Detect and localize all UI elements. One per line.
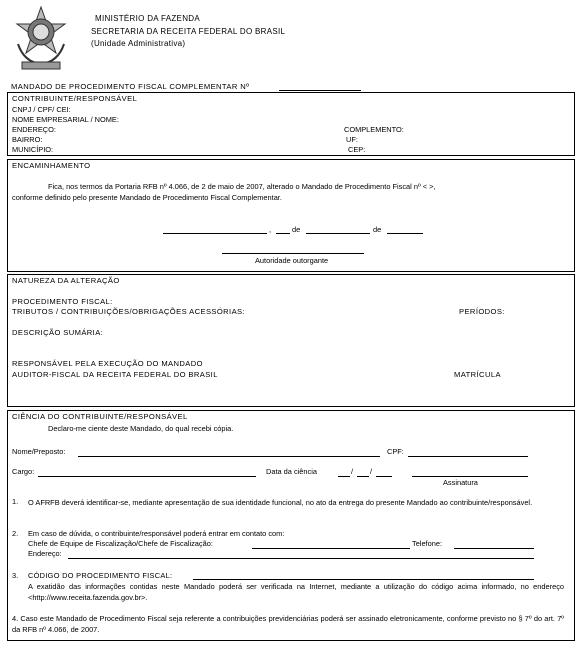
autoridade-label: Autoridade outorgante <box>255 256 329 265</box>
item1-text: O AFRFB deverá identificar-se, mediante apresentação de sua identidade funcional, no ato da entrega do presente Mandado ao contribuinte/responsável. <box>28 498 533 507</box>
coat-of-arms-emblem <box>12 4 70 74</box>
endereco-label: Endereço: <box>28 549 62 558</box>
item2-number: 2. <box>12 529 19 538</box>
contribuinte-section <box>7 92 575 156</box>
encaminhamento-section <box>7 159 575 272</box>
data-month-line[interactable] <box>357 476 369 477</box>
assinatura-line[interactable] <box>412 476 528 477</box>
nome-preposto-label: Nome/Preposto: <box>12 447 66 456</box>
section-heading: CIÊNCIA DO CONTRIBUINTE/RESPONSÁVEL <box>12 412 188 421</box>
cpf-label: CPF: <box>387 447 404 456</box>
bairro-label: BAIRRO: <box>12 135 43 144</box>
chefe-line[interactable] <box>252 548 410 549</box>
auditor-label: AUDITOR-FISCAL DA RECEITA FEDERAL DO BRASIL <box>12 370 218 379</box>
item2-text: Em caso de dúvida, o contribuinte/responsável poderá entrar em contato com: <box>28 529 285 538</box>
item1-number: 1. <box>12 497 19 506</box>
secretariat-name: SECRETARIA DA RECEITA FEDERAL DO BRASIL <box>91 27 286 36</box>
date-comma: , <box>269 225 272 234</box>
cpf-line[interactable] <box>408 456 528 457</box>
section-heading: CONTRIBUINTE/RESPONSÁVEL <box>12 94 138 103</box>
signature-line[interactable] <box>222 253 364 254</box>
item3-text: A exatidão das informações contidas neste Mandado poderá ser verificada na Internet, mediante a utilização do código acima informado, no endereço <http://www.receita.fazenda.gov.br>. <box>28 582 564 602</box>
ministry-name: MINISTÉRIO DA FAZENDA <box>95 14 200 23</box>
declaro-text: Declaro-me ciente deste Mandado, do qual recebi cópia. <box>48 424 234 433</box>
data-year-line[interactable] <box>376 476 392 477</box>
cargo-line[interactable] <box>38 476 256 477</box>
descricao-label: DESCRIÇÃO SUMÁRIA: <box>12 328 104 337</box>
section-heading: ENCAMINHAMENTO <box>12 161 91 170</box>
cep-label: CEP: <box>348 145 366 154</box>
section-heading: NATUREZA DA ALTERAÇÃO <box>12 276 120 285</box>
codigo-line[interactable] <box>193 579 534 580</box>
municipio-label: MUNICÍPIO: <box>12 145 54 154</box>
nome-preposto-line[interactable] <box>78 456 380 457</box>
telefone-line[interactable] <box>454 548 534 549</box>
encaminhamento-text-2: conforme definido pelo presente Mandado de Procedimento Fiscal Complementar. <box>12 193 282 202</box>
matricula-label: MATRÍCULA <box>454 370 501 379</box>
date-de-2: de <box>373 225 382 234</box>
endereco-label: ENDEREÇO: <box>12 125 56 134</box>
uf-label: UF: <box>346 135 358 144</box>
responsavel-label: RESPONSÁVEL PELA EXECUÇÃO DO MANDADO <box>12 359 203 368</box>
data-separator-1: / <box>351 467 354 476</box>
ciencia-section <box>7 410 575 641</box>
unit-name: (Unidade Administrativa) <box>91 39 186 48</box>
data-separator-2: / <box>370 467 373 476</box>
natureza-section <box>7 274 575 407</box>
date-day-line[interactable] <box>276 233 290 234</box>
periodos-label: PERÍODOS: <box>459 307 505 316</box>
assinatura-label: Assinatura <box>443 478 478 487</box>
data-ciencia-label: Data da ciência <box>266 467 317 476</box>
item3-title: CÓDIGO DO PROCEDIMENTO FISCAL: <box>28 571 173 580</box>
cnpj-label: CNPJ / CPF/ CEI: <box>12 105 71 114</box>
item3-number: 3. <box>12 571 19 580</box>
nome-label: NOME EMPRESARIAL / NOME: <box>12 115 119 124</box>
item4-text: 4. Caso este Mandado de Procedimento Fiscal seja referente a contribuições previdenciárias poderá ser assinado eletronicamente, conforme previsto no § 7º do art. 7º da RFB nº 4.066, de 2007. <box>12 614 564 634</box>
encaminhamento-text-1: Fica, nos termos da Portaria RFB nº 4.066, de 2 de maio de 2007, alterado o Mandado de Procedimento Fiscal nº < >, <box>48 182 436 191</box>
date-city-line[interactable] <box>163 233 267 234</box>
chefe-label: Chefe de Equipe de Fiscalização/Chefe de Fiscalização: <box>28 539 213 548</box>
document-title: MANDADO DE PROCEDIMENTO FISCAL COMPLEMENTAR Nº <box>11 82 250 91</box>
date-de-1: de <box>292 225 301 234</box>
data-day-line[interactable] <box>338 476 350 477</box>
procedimento-label: PROCEDIMENTO FISCAL: <box>12 297 113 306</box>
complemento-label: COMPLEMENTO: <box>344 125 404 134</box>
cargo-label: Cargo: <box>12 467 35 476</box>
date-year-line[interactable] <box>387 233 423 234</box>
tributos-label: TRIBUTOS / CONTRIBUIÇÕES/OBRIGAÇÕES ACESSÓRIAS: <box>12 307 246 316</box>
date-month-line[interactable] <box>306 233 370 234</box>
mpf-number-line[interactable] <box>279 90 361 91</box>
telefone-label: Telefone: <box>412 539 442 548</box>
endereco-line[interactable] <box>68 558 534 559</box>
